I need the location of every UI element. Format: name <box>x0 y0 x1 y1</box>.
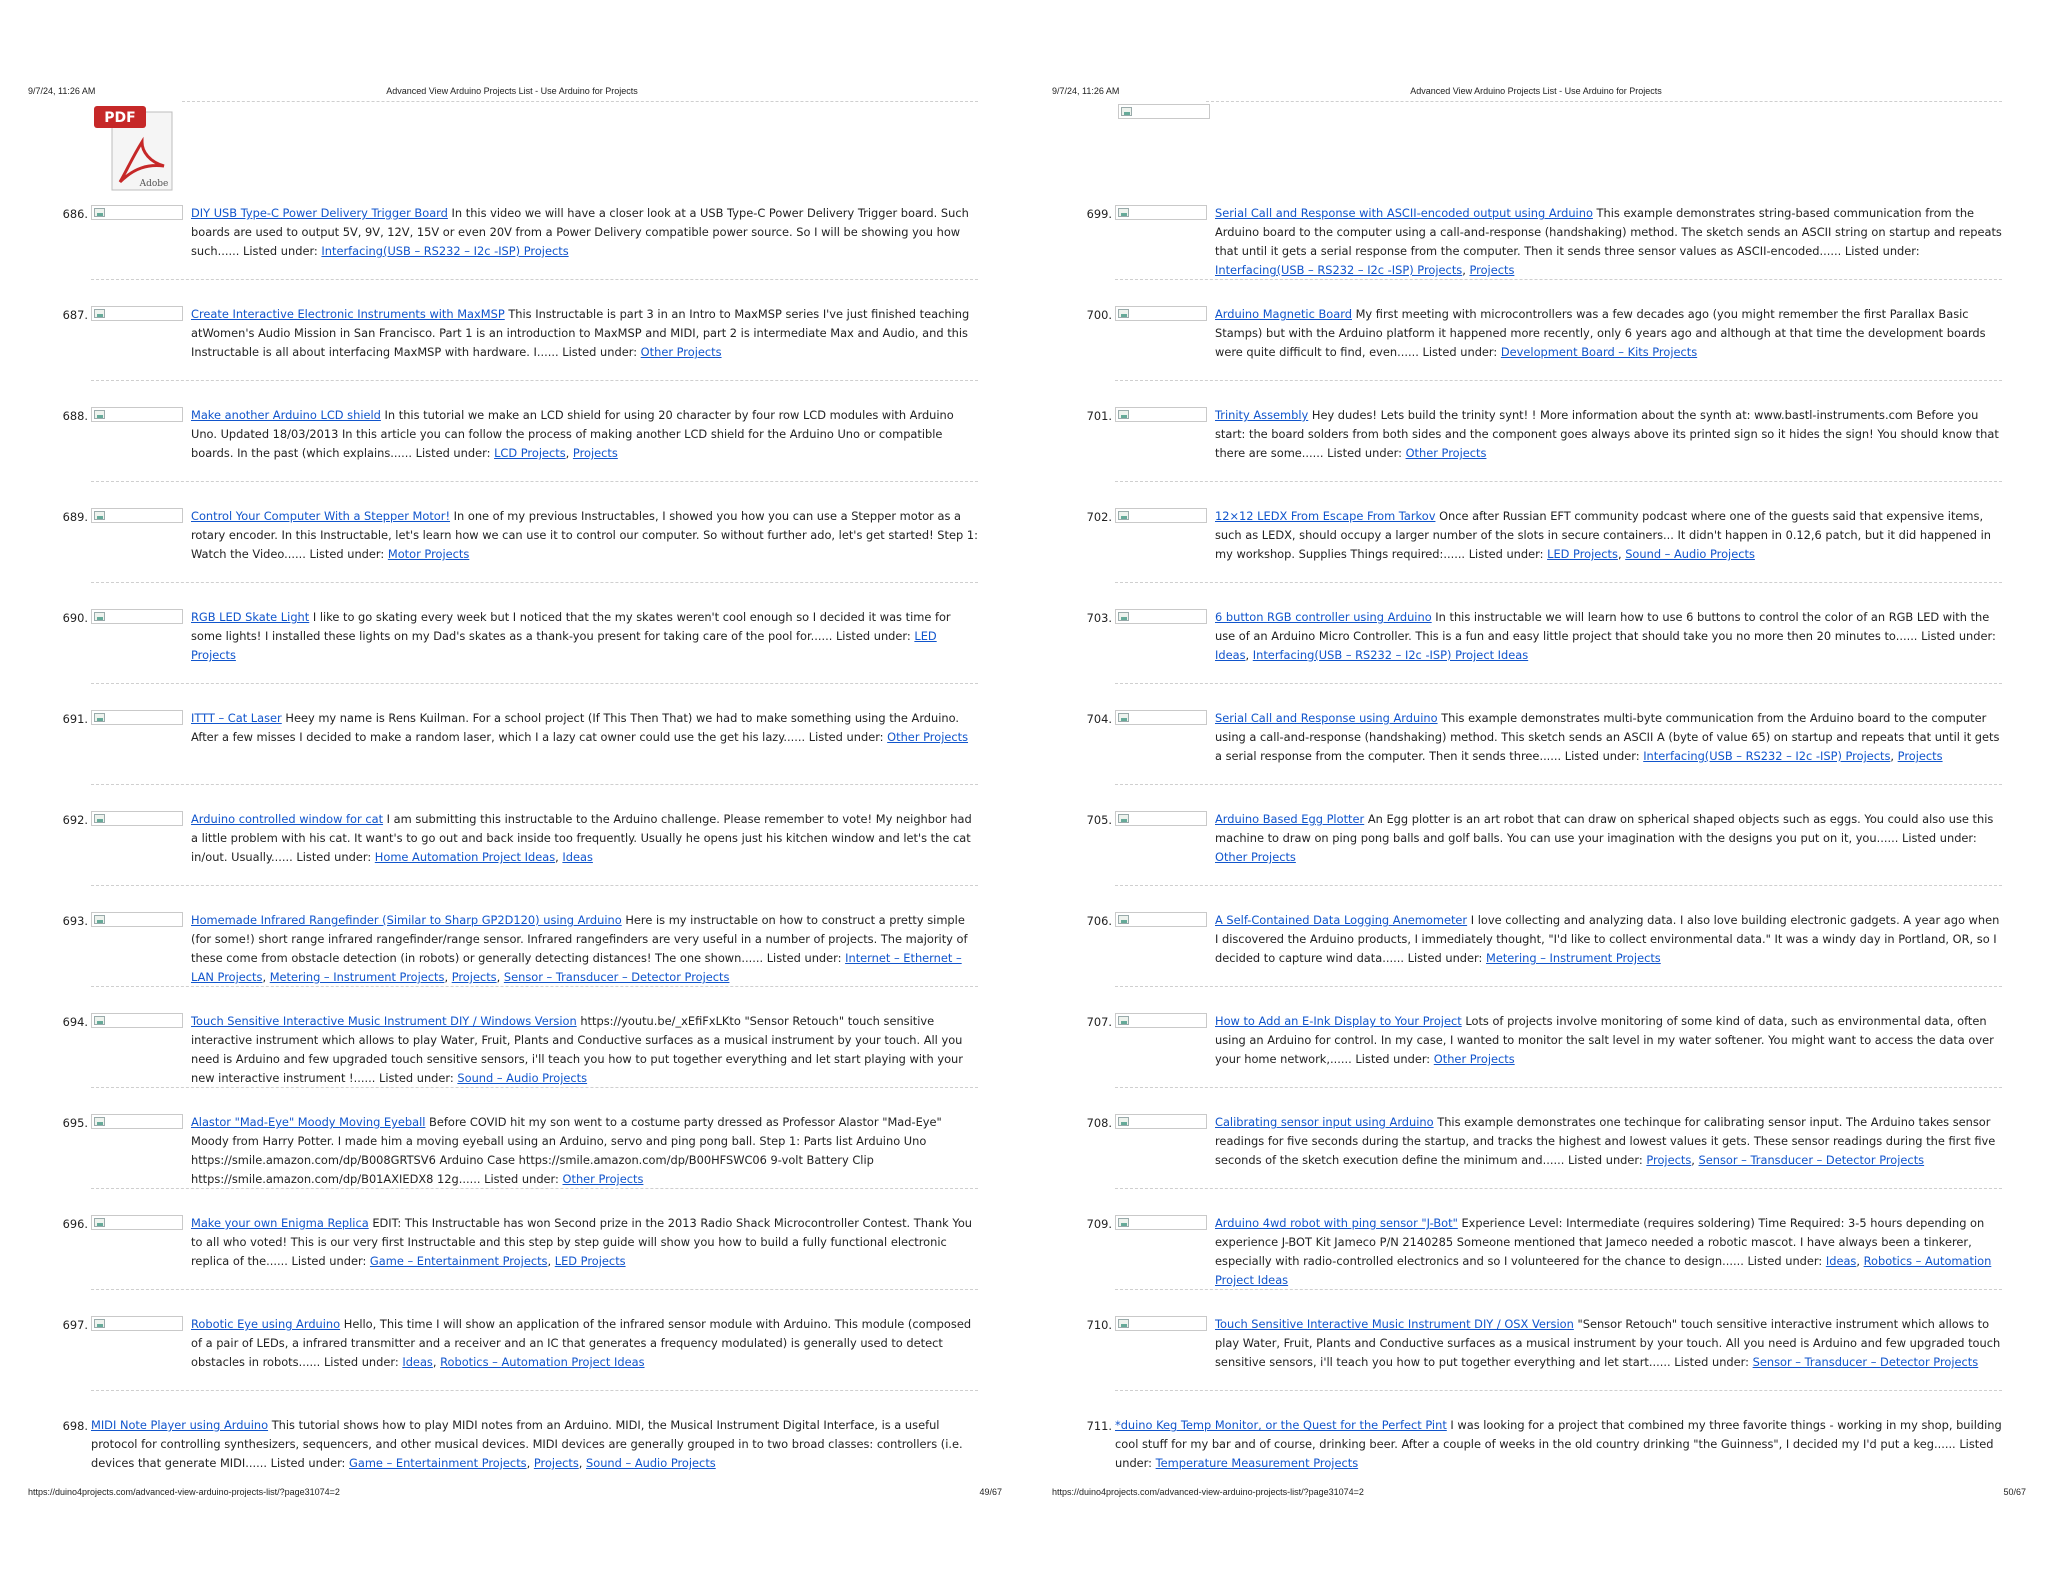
project-title-link[interactable]: Touch Sensitive Interactive Music Instrument DIY / Windows Version <box>191 1014 577 1028</box>
project-thumbnail[interactable] <box>1115 1114 1207 1129</box>
category-link[interactable]: Interfacing(USB – RS232 – I2c -ISP) Projects <box>1643 749 1891 763</box>
project-title-link[interactable]: Serial Call and Response using Arduino <box>1215 711 1438 725</box>
entry-number: 699. <box>1086 207 1112 221</box>
listed-under-label: Listed under: <box>1355 1052 1431 1066</box>
project-title-link[interactable]: ITTT – Cat Laser <box>191 711 282 725</box>
entry-divider <box>91 1087 978 1088</box>
entry-divider <box>1115 784 2002 785</box>
entry-divider <box>91 582 978 583</box>
entry-number: 687. <box>62 308 88 322</box>
entry-divider <box>1115 683 2002 684</box>
category-link[interactable]: Other Projects <box>640 345 722 359</box>
entry-divider <box>91 279 978 280</box>
project-thumbnail[interactable] <box>91 710 183 725</box>
project-thumbnail[interactable] <box>91 1316 183 1331</box>
entry-number: 686. <box>62 207 88 221</box>
entry-divider <box>91 1289 978 1290</box>
category-link[interactable]: Other Projects <box>1433 1052 1515 1066</box>
project-entry: Calibrating sensor input using Arduino This example demonstrates one techinque for calibrating sensor input. The Arduino takes sensor readings for five seconds during the startup, and tracks the highest and lowest values it gets. These sensor readings during the first five seconds of the sketch execution define the minimum and...... Listed under: Projects, Sensor – Transducer – Detector Projects <box>1215 1115 1996 1167</box>
listed-under-label: Listed under: <box>808 730 884 744</box>
listed-under-label: Listed under: <box>309 547 385 561</box>
category-link[interactable]: Sensor – Transducer – Detector Projects <box>1698 1153 1925 1167</box>
project-description: This Instructable is part 3 in an Intro to MaxMSP series I've just finished teaching atWomen's Audio Mission in San Francisco. Part 1 is an introduction to MaxMSP and MIDI, part 2 is intermediate Max and Audio, and this Instructable is all about interfacing MaxMSP with hardware. I...... <box>191 307 970 359</box>
entry-number: 702. <box>1086 510 1112 524</box>
print-title: Advanced View Arduino Projects List - Use Arduino for Projects <box>1410 86 1662 96</box>
listed-under-label: Listed under: <box>1564 749 1640 763</box>
category-link[interactable]: LED Projects <box>554 1254 626 1268</box>
entry-number: 709. <box>1086 1217 1112 1231</box>
project-description: In this video we will have a closer look at a USB Type-C Power Delivery Trigger board. Such boards are used to output 5V, 9V, 12V, 15V or even 20V from a Power Delivery compatible power source. So I will be showing you how such...... <box>191 206 969 258</box>
project-entry: 12×12 LEDX From Escape From Tarkov Once after Russian EFT community podcast where one of the guests said that expensive items, such as LEDX, should occupy a larger number of the slots in secure containers... It didn't happen in 0.12,6 patch, but it did happened in my workshop. Supplies Things required:...... Listed under: LED Projects, Sound – Audio Projects <box>1215 509 1991 561</box>
listed-under-label: Listed under: <box>1407 951 1483 965</box>
project-entry: 6 button RGB controller using Arduino In this instructable we will learn how to use 6 buttons to control the color of an RGB LED with the use of an Arduino Micro Controller. This is a fun and easy little project that should take you no more then 20 minutes to...... Listed under: Ideas, Interfacing(USB – RS232 – I2c -ISP) Project Ideas <box>1215 610 1996 662</box>
entry-number: 693. <box>62 914 88 928</box>
project-entry: Robotic Eye using Arduino Hello, This time I will show an application of the infrared sensor module with Arduino. This module (composed of a pair of LEDs, a infrared transmitter and a receiver and an IC that generates a frequency modulated) is generally used to detect obstacles in robots...... Listed under: Ideas, Robotics – Automation Project Ideas <box>191 1317 972 1369</box>
listed-under-label: Listed under: <box>323 1355 399 1369</box>
entry-number: 705. <box>1086 813 1112 827</box>
project-description: https://youtu.be/_xEfiFxLKto "Sensor Retouch" touch sensitive interactive instrument which allows to play Water, Fruit, Plants and Conductive surfaces as a musical instrument by your touch. All you need is Arduino and few upgraded touch sensitive sensors, i'll teach you how to put together everything and let start playing with your new interactive instrument !...... <box>191 1014 963 1085</box>
category-link[interactable]: Other Projects <box>1215 850 1296 864</box>
project-entry <box>1215 911 2004 968</box>
entry-divider <box>91 481 978 482</box>
entry-divider <box>1115 279 2002 280</box>
category-link[interactable]: Ideas <box>402 1355 433 1369</box>
entry-number: 703. <box>1086 611 1112 625</box>
print-url: https://duino4projects.com/advanced-view-arduino-projects-list/?page31074=2 <box>1052 1487 1364 1497</box>
project-thumbnail[interactable] <box>91 306 183 321</box>
print-title: Advanced View Arduino Projects List - Use Arduino for Projects <box>386 86 638 96</box>
project-entry <box>1115 1416 2004 1473</box>
project-thumbnail[interactable] <box>1115 811 1207 826</box>
category-link[interactable]: Projects <box>451 970 497 984</box>
divider <box>182 101 978 102</box>
project-description: EDIT: This Instructable has won Second prize in the 2013 Radio Shack Microcontroller Contest. Thank You to all who voted! This is our very first Instructable and this step by step guide will show you how to build a fully functional electronic replica of the...... <box>191 1216 973 1268</box>
pdf-adobe-icon[interactable] <box>92 106 182 192</box>
project-title-link[interactable]: Arduino controlled window for cat <box>191 812 384 826</box>
project-description: Here is my instructable on how to construct a pretty simple (for some!) short range infrared rangefinder/range sensor. Infrared rangefinders are very useful in a number of projects. The majority of these come from obstacle detection (in robots) or generally detecting distances! The one shown...... <box>191 913 968 965</box>
project-description: Before COVID hit my son went to a costume party dressed as Professor Alastor "Mad-Eye" Moody from Harry Potter. I made him a moving eyeball using an Arduino, servo and ping pong ball. Step 1: Parts list Arduino Uno https://smile.amazon.com/dp/B008GRTSV6 Arduino Case https://smile.amazon.com/dp/B00HFSWC06 9-volt Battery Clip https://smile.amazon.com/dp/B01AXIEDX8 12g...... <box>191 1115 942 1186</box>
project-entry: Make another Arduino LCD shield In this tutorial we make an LCD shield for using 20 character by four row LCD modules with Arduino Uno. Updated 18/03/2013 In this article you can follow the process of making another LCD shield for the Arduino Uno or compatible boards. In the past (which explains...... Listed under: LCD Projects, Projects <box>191 408 954 460</box>
entry-number: 688. <box>62 409 88 423</box>
category-link[interactable]: Other Projects <box>562 1172 644 1186</box>
pdf-page-50 <box>1024 0 2048 1582</box>
category-link[interactable]: Other Projects <box>887 730 969 744</box>
category-link[interactable]: Game – Entertainment Projects <box>369 1254 548 1268</box>
project-description: I am submitting this instructable to the Arduino challenge. Please remember to vote! My neighbor had a little problem with his cat. It want's to go out and back inside too frequently. Usually he opens just his kitchen window and let's the cat in/out. Usually...... <box>191 812 972 864</box>
category-link[interactable]: Ideas <box>562 850 593 864</box>
listed-under-label: Listed under: <box>1468 547 1544 561</box>
print-url: https://duino4projects.com/advanced-view-arduino-projects-list/?page31074=2 <box>28 1487 340 1497</box>
entry-number: 698. <box>62 1419 88 1433</box>
entry-divider <box>91 986 978 987</box>
project-title-link[interactable]: Touch Sensitive Interactive Music Instrument DIY / OSX Version <box>1215 1317 1574 1331</box>
category-link[interactable]: Interfacing(USB – RS232 – I2c -ISP) Project Ideas <box>1252 648 1529 662</box>
category-link[interactable]: Projects <box>1469 263 1515 277</box>
project-description: Heey my name is Rens Kuilman. For a school project (If This Then That) we had to make something using the Arduino. After a few misses I decided to make a random laser, which I a lazy cat owner could use the get his lazy...... <box>191 711 960 744</box>
category-link[interactable]: Projects <box>1646 1153 1692 1167</box>
entry-number: 700. <box>1086 308 1112 322</box>
project-entry: Make your own Enigma Replica EDIT: This Instructable has won Second prize in the 2013 Radio Shack Microcontroller Contest. Thank You to all who voted! This is our very first Instructable and this step by step guide will show you how to build a fully functional electronic replica of the...... Listed under: Game – Entertainment Projects, LED Projects <box>191 1216 973 1268</box>
entry-number: 707. <box>1086 1015 1112 1029</box>
listed-under-label: Listed under: <box>291 1254 367 1268</box>
project-thumbnail[interactable] <box>1115 508 1207 523</box>
listed-under-label: Listed under: <box>1567 1153 1643 1167</box>
listed-under-label: Listed under: <box>1921 629 1996 643</box>
listed-under-label: Listed under: <box>270 1456 346 1470</box>
project-title-link[interactable]: Serial Call and Response with ASCII-encoded output using Arduino <box>1215 206 1593 220</box>
project-thumbnail[interactable] <box>91 407 183 422</box>
project-description: Once after Russian EFT community podcast where one of the guests said that expensive items, such as LEDX, should occupy a larger number of the slots in secure containers... It didn't happen in 0.12,6 patch, but it did happened in my workshop. Supplies Things required:...... <box>1215 509 1991 561</box>
project-title-link[interactable]: Create Interactive Electronic Instruments with MaxMSP <box>191 307 505 321</box>
category-link[interactable]: Interfacing(USB – RS232 – I2c -ISP) Projects <box>1215 263 1463 277</box>
project-thumbnail[interactable] <box>1115 1316 1207 1331</box>
project-entry <box>191 1113 980 1189</box>
listed-under-label: Listed under: <box>296 850 372 864</box>
print-datetime: 9/7/24, 11:26 AM <box>1052 86 1120 96</box>
project-thumbnail[interactable] <box>1115 407 1207 422</box>
project-entry <box>1215 305 2004 362</box>
project-description: In this tutorial we make an LCD shield for using 20 character by four row LCD modules with Arduino Uno. Updated 18/03/2013 In this article you can follow the process of making another LCD shield for the Arduino Uno or compatible boards. In the past (which explains...... <box>191 408 954 460</box>
entry-divider <box>1115 986 2002 987</box>
category-link[interactable]: Projects <box>533 1456 579 1470</box>
project-thumbnail[interactable] <box>1115 205 1207 220</box>
project-description: Hello, This time I will show an application of the infrared sensor module with Arduino. This module (composed of a pair of LEDs, a infrared transmitter and a receiver and an IC that generates a frequency modulated) is generally used to detect obstacles in robots...... <box>191 1317 972 1369</box>
entry-divider <box>91 885 978 886</box>
entry-number: 689. <box>62 510 88 524</box>
listed-under-label: Listed under: <box>1422 345 1498 359</box>
category-link[interactable]: Metering – Instrument Projects <box>1486 951 1661 965</box>
project-description: Hey dudes! Lets build the trinity synt! ! More information about the synth at: www.bastl-instruments.com Before you start: the board solders from both sides and the component goes always above its printed sign so it hides the sign! You should know that there are some...... <box>1215 408 1999 460</box>
entry-divider <box>1115 1390 2002 1391</box>
project-thumbnail[interactable] <box>1115 1013 1207 1028</box>
listed-under-label: Listed under: <box>835 629 911 643</box>
project-thumbnail[interactable] <box>91 1215 183 1230</box>
listed-under-label: Listed under: <box>1901 831 1977 845</box>
project-entry <box>191 709 980 747</box>
project-description: My first meeting with microcontrollers was a few decades ago (you might remember the first Parallax Basic Stamps) but with the Arduino platform it happened more recently, only 6 years ago and although at that time the development boards were quite difficult to find, even...... <box>1215 307 1986 359</box>
category-link[interactable]: Motor Projects <box>387 547 470 561</box>
project-description: This example demonstrates string-based communication from the Arduino board to the computer using a call-and-response (handshaking) method. The sketch sends an ASCII string on startup and repeats that until it gets a serial response from the computer. Then it sends three sensor values as ASCII-encoded...... <box>1215 206 2002 258</box>
entry-divider <box>1115 1289 2002 1290</box>
listed-under-label: Listed under: <box>562 345 638 359</box>
project-thumbnail[interactable] <box>1118 104 1210 119</box>
entry-number: 708. <box>1086 1116 1112 1130</box>
project-description: In one of my previous Instructables, I showed you how you can use a Stepper motor as a rotary encoder. In this Instructable, let's learn how we can use it to control our computer. So without further ado, let's get started! Step 1: Watch the Video...... <box>191 509 978 561</box>
project-thumbnail[interactable] <box>1115 710 1207 725</box>
project-title-link[interactable]: 6 button RGB controller using Arduino <box>1215 610 1432 624</box>
listed-under-label: Listed under: <box>1327 446 1402 460</box>
entry-number: 706. <box>1086 914 1112 928</box>
listed-under-label: Listed under: <box>766 951 842 965</box>
entry-number: 696. <box>62 1217 88 1231</box>
project-entry <box>1215 1315 2004 1372</box>
category-link[interactable]: LCD Projects <box>494 446 566 460</box>
entry-divider <box>1115 1188 2002 1189</box>
entry-number: 690. <box>62 611 88 625</box>
category-link[interactable]: Sound – Audio Projects <box>586 1456 716 1470</box>
entry-number: 697. <box>62 1318 88 1332</box>
project-title-link[interactable]: Trinity Assembly <box>1215 408 1309 422</box>
category-link[interactable]: Ideas <box>1215 648 1246 662</box>
project-entry <box>191 608 980 665</box>
project-thumbnail[interactable] <box>1115 1215 1207 1230</box>
listed-under-label: Listed under: <box>378 1071 454 1085</box>
project-thumbnail[interactable] <box>91 609 183 624</box>
project-title-link[interactable]: Arduino Magnetic Board <box>1215 307 1352 321</box>
project-description: This tutorial shows how to play MIDI notes from an Arduino. MIDI, the Musical Instrument Digital Interface, is a useful protocol for controlling synthesizers, sequencers, and other musical devices. MIDI devices are generally grouped in to two broad classes: controllers (i.e. devices that generate MIDI...... <box>91 1418 963 1470</box>
project-title-link[interactable]: Calibrating sensor input using Arduino <box>1215 1115 1434 1129</box>
project-entry <box>191 305 980 362</box>
project-description: In this instructable we will learn how to use 6 buttons to control the color of an RGB LED with the use of an Arduino Micro Controller. This is a fun and easy little project that should take you no more then 20 minutes to...... <box>1215 610 1990 643</box>
entry-divider <box>91 1188 978 1189</box>
entry-divider <box>1115 582 2002 583</box>
category-link[interactable]: Sensor – Transducer – Detector Projects <box>1752 1355 1979 1369</box>
project-entry: Arduino controlled window for cat I am submitting this instructable to the Arduino challenge. Please remember to vote! My neighbor had a little problem with his cat. It want's to go out and back inside too frequently. Usually he opens just his kitchen window and let's the cat in/out. Usually...... Listed under: Home Automation Project Ideas, Ideas <box>191 812 972 864</box>
project-entry <box>191 507 980 564</box>
project-description: An Egg plotter is an art robot that can draw on spherical shaped objects such as eggs. You could also use this machine to draw on ping pong balls and golf balls. You can use your imagination with the designs you put on it, you...... <box>1215 812 1994 845</box>
project-title-link[interactable]: Alastor "Mad-Eye" Moody Moving Eyeball <box>191 1115 426 1129</box>
adobe-label: Adobe <box>139 179 169 189</box>
project-title-link[interactable]: DIY USB Type-C Power Delivery Trigger Board <box>191 206 448 220</box>
project-description: Lots of projects involve monitoring of some kind of data, such as environmental data, often using an Arduino for control. In my case, I wanted to monitor the salt level in my water softener. You might want to access the data over your home network,...... <box>1215 1014 1994 1066</box>
project-thumbnail[interactable] <box>1115 912 1207 927</box>
entry-number: 711. <box>1086 1419 1112 1433</box>
project-title-link[interactable]: Make your own Enigma Replica <box>191 1216 369 1230</box>
project-title-link[interactable]: *duino Keg Temp Monitor, or the Quest for the Perfect Pint <box>1115 1418 1447 1432</box>
category-link[interactable]: Ideas <box>1825 1254 1857 1268</box>
divider <box>1206 101 2002 102</box>
project-description: "Sensor Retouch" touch sensitive interactive instrument which allows to play Water, Fruit, Plants and Conductive surfaces as a musical instrument by your touch. All you need is Arduino and few upgraded touch sensitive sensors, i'll teach you how to put together everything and let start...... <box>1215 1317 2001 1369</box>
project-title-link[interactable]: Make another Arduino LCD shield <box>191 408 381 422</box>
entry-number: 695. <box>62 1116 88 1130</box>
entry-number: 701. <box>1086 409 1112 423</box>
listed-under-label: Listed under: <box>415 446 491 460</box>
category-link[interactable]: Robotics – Automation Project Ideas <box>440 1355 645 1369</box>
project-description: I was looking for a project that combined my three favorite things - working in my shop, building cool stuff for my bar and of course, drinking beer. After a couple of weeks in the old country drinking "the Guinness", I decided my I'd put a keg...... <box>1115 1418 2002 1451</box>
project-entry <box>1215 406 2004 463</box>
category-link[interactable]: Development Board – Kits Projects <box>1500 345 1698 359</box>
project-thumbnail[interactable] <box>1115 306 1207 321</box>
entry-number: 691. <box>62 712 88 726</box>
category-link[interactable]: Metering – Instrument Projects <box>269 970 445 984</box>
category-link[interactable]: Temperature Measurement Projects <box>1155 1456 1359 1470</box>
category-link[interactable]: Projects <box>1897 749 1943 763</box>
project-entry: Serial Call and Response with ASCII-encoded output using Arduino This example demonstrates string-based communication from the Arduino board to the computer using a call-and-response (handshaking) method. The sketch sends an ASCII string on startup and repeats that until it gets a serial response from the computer. Then it sends three sensor values as ASCII-encoded...... Listed under: Interfacing(USB – RS232 – I2c -ISP) Projects, Projects <box>1215 206 2002 277</box>
listed-under-label: Listed under: <box>1115 1437 1994 1470</box>
pdf-label: PDF <box>104 110 136 126</box>
project-thumbnail[interactable] <box>91 508 183 523</box>
category-link[interactable]: Other Projects <box>1405 446 1487 460</box>
project-thumbnail[interactable] <box>91 205 183 220</box>
project-title-link[interactable]: Control Your Computer With a Stepper Motor! <box>191 509 451 523</box>
entry-divider <box>1115 380 2002 381</box>
project-entry: MIDI Note Player using Arduino This tutorial shows how to play MIDI notes from an Arduino. MIDI, the Musical Instrument Digital Interface, is a useful protocol for controlling synthesizers, sequencers, and other musical devices. MIDI devices are generally grouped in to two broad classes: controllers (i.e. devices that generate MIDI...... Listed under: Game – Entertainment Projects, Projects, Sound – Audio Projects <box>91 1418 963 1470</box>
project-entry: Serial Call and Response using Arduino This example demonstrates multi-byte communication from the Arduino board to the computer using a call-and-response (handshaking) method. This sketch sends an ASCII A (byte of value 65) on startup and repeats that until it gets a serial response from the computer. Then it sends three...... Listed under: Interfacing(USB – RS232 – I2c -ISP) Projects, Projects <box>1215 711 2000 763</box>
entry-number: 704. <box>1086 712 1112 726</box>
category-link[interactable]: Home Automation Project Ideas <box>374 850 556 864</box>
project-description: This example demonstrates multi-byte communication from the Arduino board to the computer using a call-and-response (handshaking) method. This sketch sends an ASCII A (byte of value 65) on startup and repeats that until it gets a serial response from the computer. Then it sends three...... <box>1215 711 2000 763</box>
project-title-link[interactable]: Homemade Infrared Rangefinder (Similar to Sharp GP2D120) using Arduino <box>191 913 622 927</box>
entry-number: 694. <box>62 1015 88 1029</box>
project-thumbnail[interactable] <box>91 912 183 927</box>
category-link[interactable]: Internet – Ethernet – LAN Projects <box>191 951 962 984</box>
project-entry <box>1215 810 2004 867</box>
category-link[interactable]: LED Projects <box>1547 547 1618 561</box>
project-title-link[interactable]: A Self-Contained Data Logging Anemometer <box>1215 913 1468 927</box>
project-thumbnail[interactable] <box>91 1114 183 1129</box>
project-title-link[interactable]: Arduino Based Egg Plotter <box>1215 812 1365 826</box>
listed-under-label: Listed under: <box>1674 1355 1749 1369</box>
project-description: I like to go skating every week but I noticed that the my skates weren't cool enough so I decided it was time for some lights! I installed these lights on my Dad's skates as a thank-you present for taking care of the pool for...... <box>191 610 951 643</box>
project-entry <box>191 204 980 261</box>
entry-divider <box>91 1390 978 1391</box>
project-entry <box>191 1012 980 1088</box>
entry-number: 692. <box>62 813 88 827</box>
project-thumbnail[interactable] <box>1115 609 1207 624</box>
category-link[interactable]: LED Projects <box>191 629 937 662</box>
entry-divider <box>91 683 978 684</box>
project-title-link[interactable]: RGB LED Skate Light <box>191 610 310 624</box>
project-title-link[interactable]: Robotic Eye using Arduino <box>191 1317 341 1331</box>
project-thumbnail[interactable] <box>91 811 183 826</box>
listed-under-label: Listed under: <box>243 244 318 258</box>
category-link[interactable]: Sensor – Transducer – Detector Projects <box>503 970 730 984</box>
entry-divider <box>91 784 978 785</box>
project-entry <box>1215 1012 2004 1069</box>
project-title-link[interactable]: Arduino 4wd robot with ping sensor "J-Bot" <box>1215 1216 1458 1230</box>
page-number: 49/67 <box>979 1487 1002 1497</box>
project-entry: Arduino 4wd robot with ping sensor "J-Bot" Experience Level: Intermediate (requires soldering) Time Required: 3-5 hours depending on experience J-BOT Kit Jameco P/N 2140285 Someone mentioned that Jameco needed a robotic mascot. I have always been a tinkerer, especially with radio-controlled electronics and so I volunteered for the chance to design...... Listed under: Ideas, Robotics – Automation Project Ideas <box>1215 1216 1992 1287</box>
project-description: This example demonstrates one techinque for calibrating sensor input. The Arduino takes sensor readings for five seconds during the startup, and tracks the highest and lowest values it gets. These sensor readings during the first five seconds of the sketch execution define the minimum and...... <box>1215 1115 1996 1167</box>
category-link[interactable]: Game – Entertainment Projects <box>349 1456 527 1470</box>
page-number: 50/67 <box>2003 1487 2026 1497</box>
print-datetime: 9/7/24, 11:26 AM <box>28 86 96 96</box>
listed-under-label: Listed under: <box>1747 1254 1823 1268</box>
listed-under-label: Listed under: <box>484 1172 559 1186</box>
entry-divider <box>1115 885 2002 886</box>
project-thumbnail[interactable] <box>91 1013 183 1028</box>
entry-number: 710. <box>1086 1318 1112 1332</box>
entry-divider <box>1115 481 2002 482</box>
category-link[interactable]: Sound – Audio Projects <box>457 1071 588 1085</box>
category-link[interactable]: Interfacing(USB – RS232 – I2c -ISP) Projects <box>321 244 569 258</box>
entry-divider <box>1115 1087 2002 1088</box>
category-link[interactable]: Robotics – Automation Project Ideas <box>1215 1254 1992 1287</box>
category-link[interactable]: Sound – Audio Projects <box>1625 547 1755 561</box>
project-title-link[interactable]: MIDI Note Player using Arduino <box>91 1418 269 1432</box>
project-description: I love collecting and analyzing data. I also love building electronic gadgets. A year ago when I discovered the Arduino products, I immediately thought, "I'd like to collect environmental data." It was a windy day in Portland, OR, so I decided to capture wind data...... <box>1215 913 2000 965</box>
listed-under-label: Listed under: <box>1844 244 1920 258</box>
category-link[interactable]: Projects <box>572 446 618 460</box>
project-entry: Homemade Infrared Rangefinder (Similar to Sharp GP2D120) using Arduino Here is my instructable on how to construct a pretty simple (for some!) short range infrared rangefinder/range sensor. Infrared rangefinders are very useful in a number of projects. The majority of these come from obstacle detection (in robots) or generally detecting distances! The one shown...... Listed under: Internet – Ethernet – LAN Projects, Metering – Instrument Projects, Projects, Sensor – Transducer – Detector Projects <box>191 913 968 984</box>
entry-divider <box>91 380 978 381</box>
project-title-link[interactable]: 12×12 LEDX From Escape From Tarkov <box>1215 509 1436 523</box>
project-title-link[interactable]: How to Add an E-Ink Display to Your Project <box>1215 1014 1462 1028</box>
project-description: Experience Level: Intermediate (requires soldering) Time Required: 3-5 hours depending on experience J-BOT Kit Jameco P/N 2140285 Someone mentioned that Jameco needed a robotic mascot. I have always been a tinkerer, especially with radio-controlled electronics and so I volunteered for the chance to design...... <box>1215 1216 1985 1268</box>
